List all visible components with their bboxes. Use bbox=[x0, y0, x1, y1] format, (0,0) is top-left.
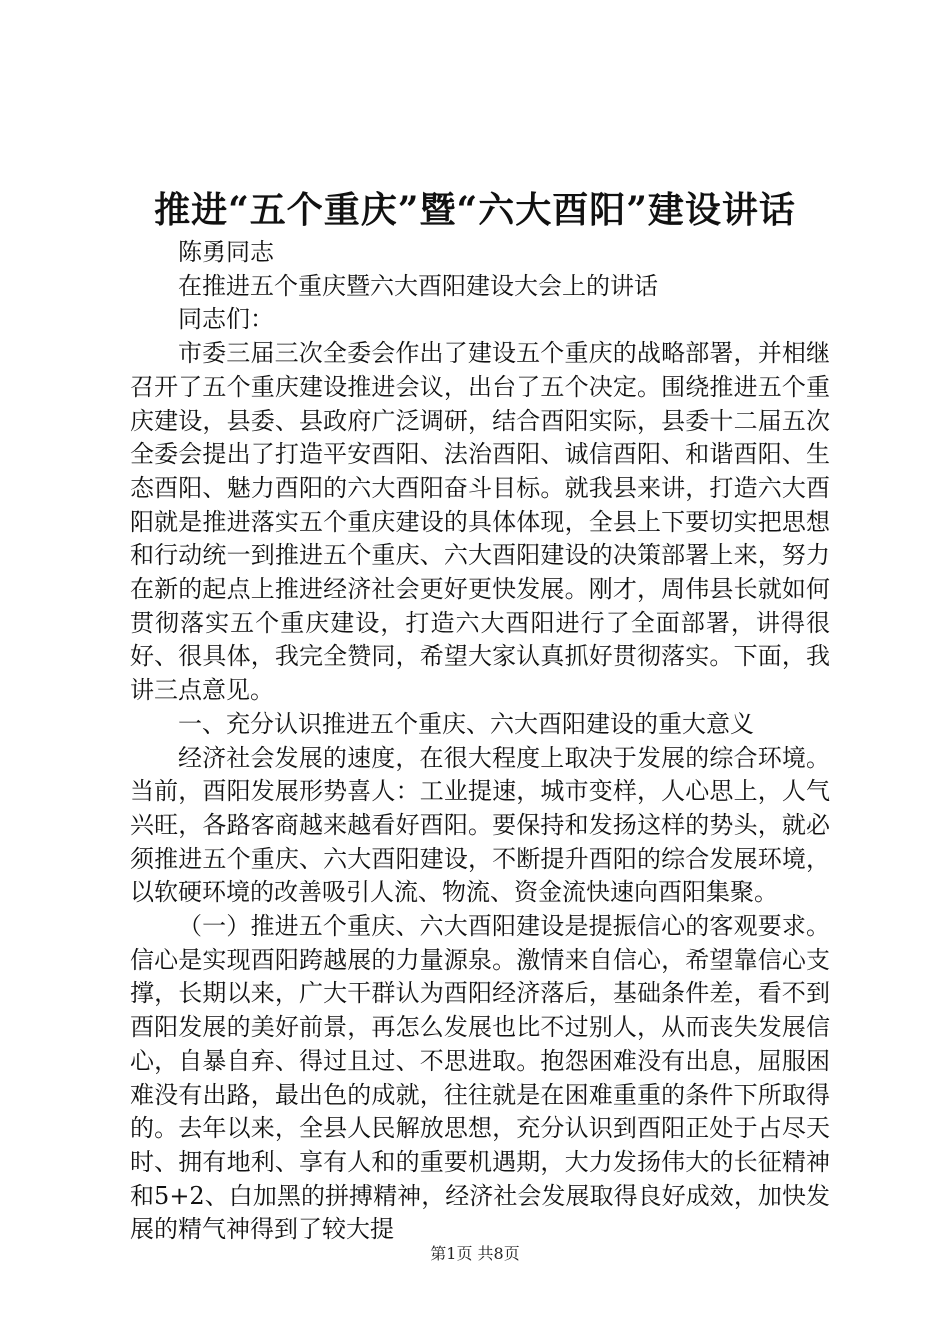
page-number-footer: 第1页 共8页 bbox=[430, 1244, 520, 1263]
section-heading: 一、充分认识推进五个重庆、六大酉阳建设的重大意义 bbox=[178, 709, 754, 738]
subtitle-line: 在推进五个重庆暨六大酉阳建设大会上的讲话 bbox=[178, 271, 658, 300]
document-body bbox=[130, 236, 830, 1247]
paragraph-confidence: （一）推进五个重庆、六大酉阳建设是提振信心的客观要求。信心是实现酉阳跨越展的力量源泉。激情来自信心，希望靠信心支撑，长期以来，广大干群认为酉阳经济落后，基础条件差，看不到酉阳发展的美好前景，再怎么发展也比不过别人，从而丧失发展信心，自暴自弃、得过且过、不思进取。抱怨困难没有出息，屈服困难没有出路，最出色的成就，往往就是在困难重重的条件下所取得的。去年以来，全县人民解放思想，充分认识到酉阳正处于占尽天时、拥有地利、享有人和的重要机遇期，大力发扬伟大的长征精神和5+2、白加黑的拼搏精神，经济社会发展取得良好成效，加快发展的精气神得到了较大提 bbox=[130, 912, 830, 1244]
document-title: 推进“五个重庆”暨“六大酉阳”建设讲话 bbox=[154, 189, 796, 231]
author-line: 陈勇同志 bbox=[178, 238, 274, 266]
salutation: 同志们： bbox=[178, 305, 274, 334]
paragraph-intro: 市委三届三次全委会作出了建设五个重庆的战略部署，并相继召开了五个重庆建设推进会议，出台了五个决定。围绕推进五个重庆建设，县委、县政府广泛调研，结合酉阳实际，县委十二届五次全委会提出了打造平安酉阳、法治酉阳、诚信酉阳、和谐酉阳、生态酉阳、魅力酉阳的六大酉阳奋斗目标。就我县来讲，打造六大酉阳就是推进落实五个重庆建设的具体体现，全县上下要切实把思想和行动统一到推进五个重庆、六大酉阳建设的决策部署上来，努力在新的起点上推进经济社会更好更快发展。刚才，周伟县长就如何贯彻落实五个重庆建设，打造六大酉阳进行了全面部署，讲得很好、很具体，我完全赞同，希望大家认真抓好贯彻落实。下面，我讲三点意见。 bbox=[130, 339, 830, 705]
paragraph-environment: 经济社会发展的速度，在很大程度上取决于发展的综合环境。当前，酉阳发展形势喜人：工业提速，城市变样，人心思上，人气兴旺，各路客商越来越看好酉阳。要保持和发扬这样的势头，就必须推进五个重庆、六大酉阳建设，不断提升酉阳的综合发展环境，以软硬环境的改善吸引人流、物流、资金流快速向酉阳集聚。 bbox=[130, 743, 830, 907]
